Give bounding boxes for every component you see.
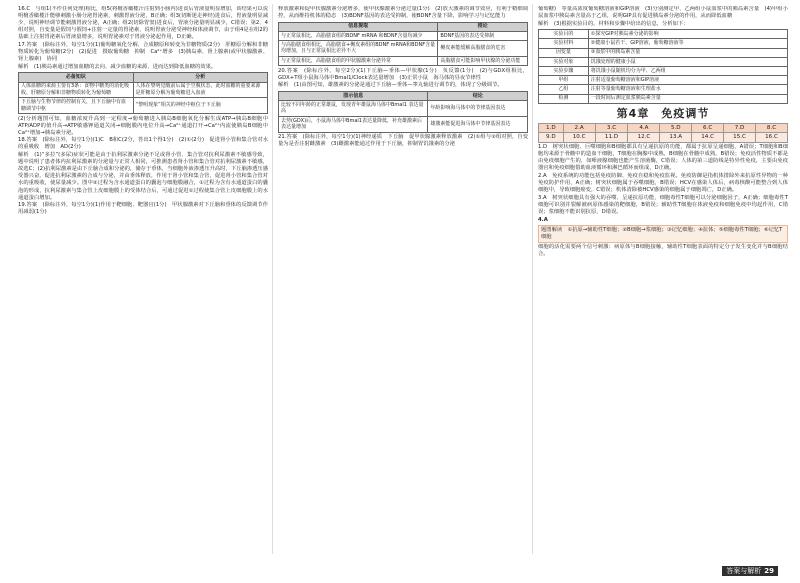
answer-q17: 17.答案 (除标注外，每空1分)(1)葡萄糖氧化分解、合成糖原和转变为非糖物质(2分) 肝糖原分解和非糖物质转化为葡萄糖(2分) (2)促进 摄取葡萄糖 抑制 Ca²⁺增多 (3)胰岛素、肾上腺素(或甲状腺激素、肾上腺素) 协同 <box>18 41 268 63</box>
table-cell: 槲皮素能缓解高脂膳食的危害 <box>438 41 528 57</box>
table-cell: 实验目的 <box>539 30 589 39</box>
answer-q21: 21.答案 (除标注外，每空1分)(1)神经递质 下丘脑 促甲状腺激素释放激素 (2)①组与②组对照，自变量为是否注射雌激素 (3)雌激素能通过作用于下丘脑，抑制胃饥饿素的分泌 <box>278 134 528 148</box>
table-cell: 与正常鼠相比，高脂膳食组的甲状腺激素分泌异常 <box>279 56 438 65</box>
table-cell: 实验材料 <box>539 39 589 48</box>
answer-cell: 10.C <box>563 133 595 142</box>
answer-cell: 12.C <box>628 133 660 142</box>
table-row <box>19 98 268 114</box>
answer-cell: 15.C <box>724 133 756 142</box>
answer-cell: 5.D <box>660 123 692 132</box>
table-cell: 实验对象 <box>539 57 589 66</box>
answer-row <box>539 123 788 132</box>
table-cell: 与正常鼠相比，高脂膳食组的BDNF mRNA 和BDNF含量均减少 <box>279 31 438 40</box>
table-header: 结论 <box>428 91 528 100</box>
column-divider <box>532 4 533 554</box>
table-row <box>539 94 788 103</box>
explanation-1: 1.D 树突状细胞、巨噬细胞和B细胞都具有呈递抗原的功能，都属于抗原呈递细胞，A错误；T细胞和B细胞均来源于骨髓中的造血干细胞，T细胞在胸腺中成熟，B细胞在骨髓中成熟，B错误；免疫活性物质不都是由免疫细胞产生的，如唾液腺细胞也能产生溶菌酶，C错误；人体的第三道防线是特异性免疫，主要由免疫器官和免疫细胞借助血液循环和淋巴循环而组成，D正确。 <box>538 144 788 172</box>
column-left <box>18 6 268 554</box>
answer-cell: 11.D <box>595 133 628 142</box>
table-cell: BDNF基因的表达受抑制 <box>438 31 528 40</box>
table-cell: 因变量 <box>539 48 589 57</box>
table-cell: ③血浆中的胰岛素含量 <box>588 48 787 57</box>
answer-cell: 16.C <box>756 133 788 142</box>
table-header: 图示信息 <box>279 91 428 100</box>
answer-q22-cont: 葡萄糖) 等量高浓度葡萄糖溶液和GIP溶液 (3)分别测定甲、乙两组小鼠血浆中的胰岛素含量 (4)甲组小鼠血浆中胰岛素含量高于乙组，说明GIP具有促进胰岛素分泌的作用，从而降低血糖 <box>538 6 788 20</box>
table-row <box>279 41 528 57</box>
answer-cell: 1.D <box>539 123 564 132</box>
explanation-q17: 解析 (1)胰岛素通过增加血糖的去向、减少血糖的来源，进而达到降低血糖的效果。 <box>18 63 217 70</box>
footer-label: 答案与解析 <box>726 567 762 575</box>
table-cell: “黎明现象”相关的神经中枢位于下丘脑 <box>133 98 267 114</box>
column-right <box>538 6 788 554</box>
explanation-q18: 解析 (1)“多拉”(多尿)症状可能是由于抗利尿激素分泌不足或肾小管、集合管对抗利尿激素不敏感导致，题中说明了患者体内抗利尿激素的分泌量与正常人相同，可推测患者肾小管和集合管对抗利尿激素不敏感，故选C；(2)抗利尿激素是由下丘脑合成和分泌的，储存于垂体，当细胞外液渗透压升高时，下丘脑渗透压感受器兴奋，促进抗利尿激素的合成与分泌，并由垂体释放，作用于肾小管和集合管，促进肾小管和集合管对水的重吸收，使尿量减少。图中②过程为含水通道蛋白的囊泡与细胞膜融合，①过程为含有水通道蛋白的囊泡的形成，抗利尿激素与集合管上皮细胞膜上的受体结合后，可通过促进①过程使集合管上皮细胞膜上的水通道蛋白增加。 <box>18 152 268 201</box>
answer-q20: 20.答案 (除标注外，每空2分)(1)下丘脑—垂体—甲状腺(1分) 负反馈(1分) (2)与GDX组相比，GDX+T组小鼠海马体中Bmal1/Clock表达量增加 (3)正常小鼠 海马体的昼夜节律性 <box>278 67 528 81</box>
answer-cell: 6.C <box>692 123 724 132</box>
answer-cell: 4.A <box>628 123 660 132</box>
knowledge-table <box>18 72 268 114</box>
table-row <box>279 116 528 132</box>
table-cell: ②健康小鼠若干、GIP溶液、葡萄糖溶液等 <box>588 39 787 48</box>
answer-q18: 18.答案 (除标注外，每空1分)(1)C B和C(2分，答出1个得1分) (2)①(2分) 促进肾小管和集合管对水的重吸收 增加 AD(2分) <box>18 137 268 151</box>
table-cell: 将饥饿小鼠随机均分为甲、乙两组 <box>588 67 787 76</box>
page-footer <box>0 556 800 583</box>
table-cell: 检测 <box>539 94 589 103</box>
table-cell: 人体血糖的来源主要有3条：食物中糖类的消化吸收、肝糖原分解和非糖物质转化为葡萄糖 <box>19 82 134 98</box>
experiment-design-table <box>538 29 788 104</box>
table-header: 必备知识 <box>19 73 134 82</box>
table-row <box>539 85 788 94</box>
table-cell: 高脂膳食可能影响甲状腺的分泌功能 <box>438 56 528 65</box>
column-middle <box>278 6 528 554</box>
table-cell: 一段时间后测定血浆胰岛素含量 <box>588 94 787 103</box>
table-row <box>279 31 528 40</box>
figure-info-table <box>278 91 528 133</box>
answer-cell: 13.A <box>660 133 692 142</box>
table-cell: 实验步骤 <box>539 67 589 76</box>
table-cell: 年龄影响海马体中的节律基因表达 <box>428 101 528 117</box>
explanation-3: 3.A 树突状细胞具有强大的吞噬、呈递抗原功能，细胞毒性T细胞可以分泌细胞因子，A正确；细胞毒性T细胞可识别并裂解被病原体感染的靶细胞，B错误；辅助性T细胞在体液免疫和细胞免疫中均起作用，C错误；浆细胞不能识别抗原，D错误。 <box>538 194 788 215</box>
table-cell: 雄激素能促进海马体中节律基因表达 <box>428 116 528 132</box>
answer-cell: 14.C <box>692 133 724 142</box>
answer-cell: 8.C <box>756 123 788 132</box>
answer-cell: 3.C <box>595 123 628 132</box>
column-divider <box>272 4 273 554</box>
table-cell: 甲组 <box>539 76 589 85</box>
answer-cell: 7.D <box>724 123 756 132</box>
answer-cell: 9.D <box>539 133 564 142</box>
table-row <box>539 57 788 66</box>
info-table <box>278 22 528 66</box>
table-row <box>279 101 528 117</box>
table-row <box>539 30 788 39</box>
table-row <box>279 56 528 65</box>
table-cell: ①探究GIP对胰岛素分泌的影响 <box>588 30 787 39</box>
explanation-2: 2.A 免疫系统的功能包括免疫防御、免疫自稳和免疫监视。免疫防御是指机体排除外来抗原性异物的一种免疫防护作用，A正确；树突状细胞属于吞噬细胞，B错误；HCV在感染人体后，病毒核酸可能整合到人体细胞中，导致细胞癌变，C错误；机体清除被HCV感染的细胞属于细胞凋亡，D正确。 <box>538 172 788 194</box>
chapter-title: 第4章 免疫调节 <box>616 106 710 120</box>
table-row <box>539 48 788 57</box>
answer-4: 4.A <box>538 216 548 223</box>
explanation-q20: 解析 (1)由图可知，雄激素的分泌是通过下丘脑—垂体—睾丸轴进行调节的，体现了分级调节。 <box>278 82 503 89</box>
explanation-4: 细胞的活化需要两个信号刺激：病原体与B细胞接触，辅助性T细胞表面的特定分子发生变化并与B细胞结合。 <box>538 243 788 257</box>
table-header: 信息提取 <box>279 22 438 31</box>
table-cell: 注射等量葡萄糖溶液和生理盐水 <box>588 85 787 94</box>
footer-bar <box>722 566 778 576</box>
table-cell: 比较不同年龄的正常雄鼠，发现青年雄鼠海马体中Bmal1 表达量高 <box>279 101 428 117</box>
table-cell: 人体在黎明觉醒前后属于空腹状态，此时血糖的重要来源是肝糖原分解为葡萄糖进入血液 <box>133 82 267 98</box>
answer-q19: 19.答案 (除标注外，每空1分)(1)作用于靶细胞、靶器官(1分) 甲状腺激素对下丘脑和垂体的反馈调节作用减弱(1分) <box>18 202 268 216</box>
table-header: 推论 <box>438 22 528 31</box>
table-cell: 注射适量葡萄糖溶液和GIP溶液 <box>588 76 787 85</box>
page-number: 29 <box>764 567 774 575</box>
figure-interpretation-box: 题图解读 ①抗原→辅助性T细胞；②B细胞→浆细胞；③记忆细胞；④抗体；⑤细胞毒性T细胞；⑥记忆T细胞 <box>538 225 788 243</box>
explanation-q22: 解析 (3)根据实验目的，材料和步骤中给出的信息，分析如下： <box>538 20 689 27</box>
table-row <box>539 76 788 85</box>
table-cell: 下丘脑与生物节律的控制有关，且下丘脑中有血糖调节中枢 <box>19 98 134 114</box>
answer-q16: 16.C 与组1(不作任何处理)相比，组5(将檀香橄榄汁注射到小肠内)进食后胃液量明显增加，该结果可以说明檀香橄榄汁能够刺激小肠分泌胃泌素，刺激胃液分泌，B正确；组3(切断迷走神经)进食后，胃液量明显减少，说明神经调节能刺激胃液分泌，A正确；组2(切除胃窦)进食后，胃液分泌量明显减少，C错误；第2、4组对照，自变量是假饲与假饲+注射一定量的胃泌素，说明胃液分泌受神经和体液调节，由于组4是在组2的基础上注射胃泌素后胃液量增多，说明胃泌素对于胃液分泌起作用，D正确。 <box>18 6 268 41</box>
table-cell: 去势(GDX)后，小鼠海马体中Bmal1表达量降低，补充雄激素后表达量增加 <box>279 116 428 132</box>
table-cell: 与高脂膳食组相比，高脂膳食+槲皮素组的BDNF mRNA和BDNF含量均增加，且与正常鼠相比差异不大 <box>279 41 438 57</box>
table-row <box>19 82 268 98</box>
answer-cell: 2.A <box>563 123 595 132</box>
explanation-q17-part2: (2)分析题图可知，血糖浓度升高到一定程度→葡萄糖进入胰岛B细胞氧化分解生成ATP→胰岛B细胞中ATP/ADP的值升高→ATP敏感钾通道关闭→细胞膜内电位升高→Ca²⁺通道打开→Ca²⁺内流使胰岛B细胞中Ca²⁺增加→胰岛素分泌。 <box>18 115 268 136</box>
answer-row <box>539 133 788 142</box>
answer-q19-cont: 释放激素和促甲状腺激素分泌增多，使甲状腺激素分泌过量(1分) (2)放大激素的调节效应，有利于精细调控，从而维持机体的稳态 (3)BDNF基因的表达受抑制，使BDNF含量下降，影响学习与记忆能力 <box>278 6 528 20</box>
table-header: 分析 <box>133 73 267 82</box>
table-row <box>539 67 788 76</box>
table-cell: 乙组 <box>539 85 589 94</box>
answer-key-table <box>538 123 788 143</box>
table-cell: 饥饿处理的健康小鼠 <box>588 57 787 66</box>
table-row <box>539 39 788 48</box>
